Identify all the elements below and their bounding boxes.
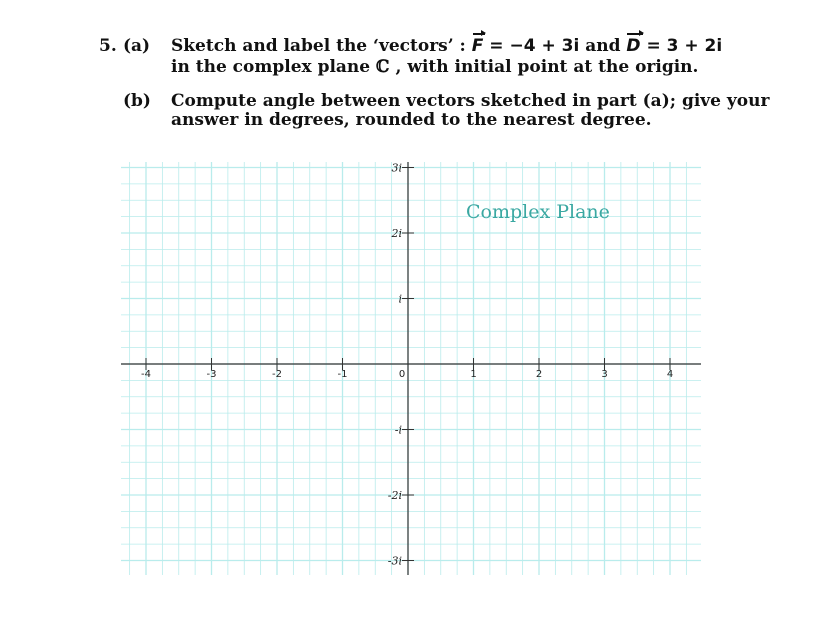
vector-d-value: = 3 + 2i — [646, 36, 723, 56]
real-tick-label: 4 — [666, 369, 674, 380]
part-a-label: (a) — [123, 36, 151, 56]
imaginary-tick-label: i — [398, 292, 402, 306]
real-tick-label: 3 — [601, 369, 608, 380]
part-b-label: (b) — [123, 91, 151, 111]
plane-title: Complex Plane — [466, 201, 610, 223]
part-a-prefix: Sketch and label the ‘vectors’ : — [171, 36, 466, 56]
real-tick-label: 1 — [470, 369, 477, 380]
real-tick-label: -4 — [141, 369, 151, 380]
imaginary-tick-label: 3i — [391, 161, 402, 175]
real-tick-label: 2 — [535, 369, 543, 380]
vector-d-symbol: D — [626, 36, 641, 56]
vector-f-symbol: F — [471, 36, 484, 56]
origin-label: 0 — [398, 369, 406, 380]
real-tick-label: -3 — [206, 369, 217, 380]
imaginary-tick-label: -3i — [387, 554, 402, 568]
problem-number: 5. — [99, 36, 117, 56]
imaginary-tick-label: -2i — [387, 489, 402, 502]
conjunction-and: and — [585, 36, 621, 56]
imaginary-tick-label: 2i — [391, 227, 402, 240]
real-tick-label: -1 — [337, 369, 348, 380]
real-tick-label: -2 — [272, 369, 282, 380]
imaginary-tick-label: -i — [394, 423, 402, 437]
vector-f-value: = −4 + 3i — [489, 36, 580, 56]
part-b-line-2: answer in degrees, rounded to the nearest degree. — [171, 110, 652, 130]
part-a-line-2: in the complex plane ℂ , with initial point at the origin. — [171, 57, 699, 77]
part-b-line-1: Compute angle between vectors sketched in part (a); give your — [171, 91, 770, 111]
